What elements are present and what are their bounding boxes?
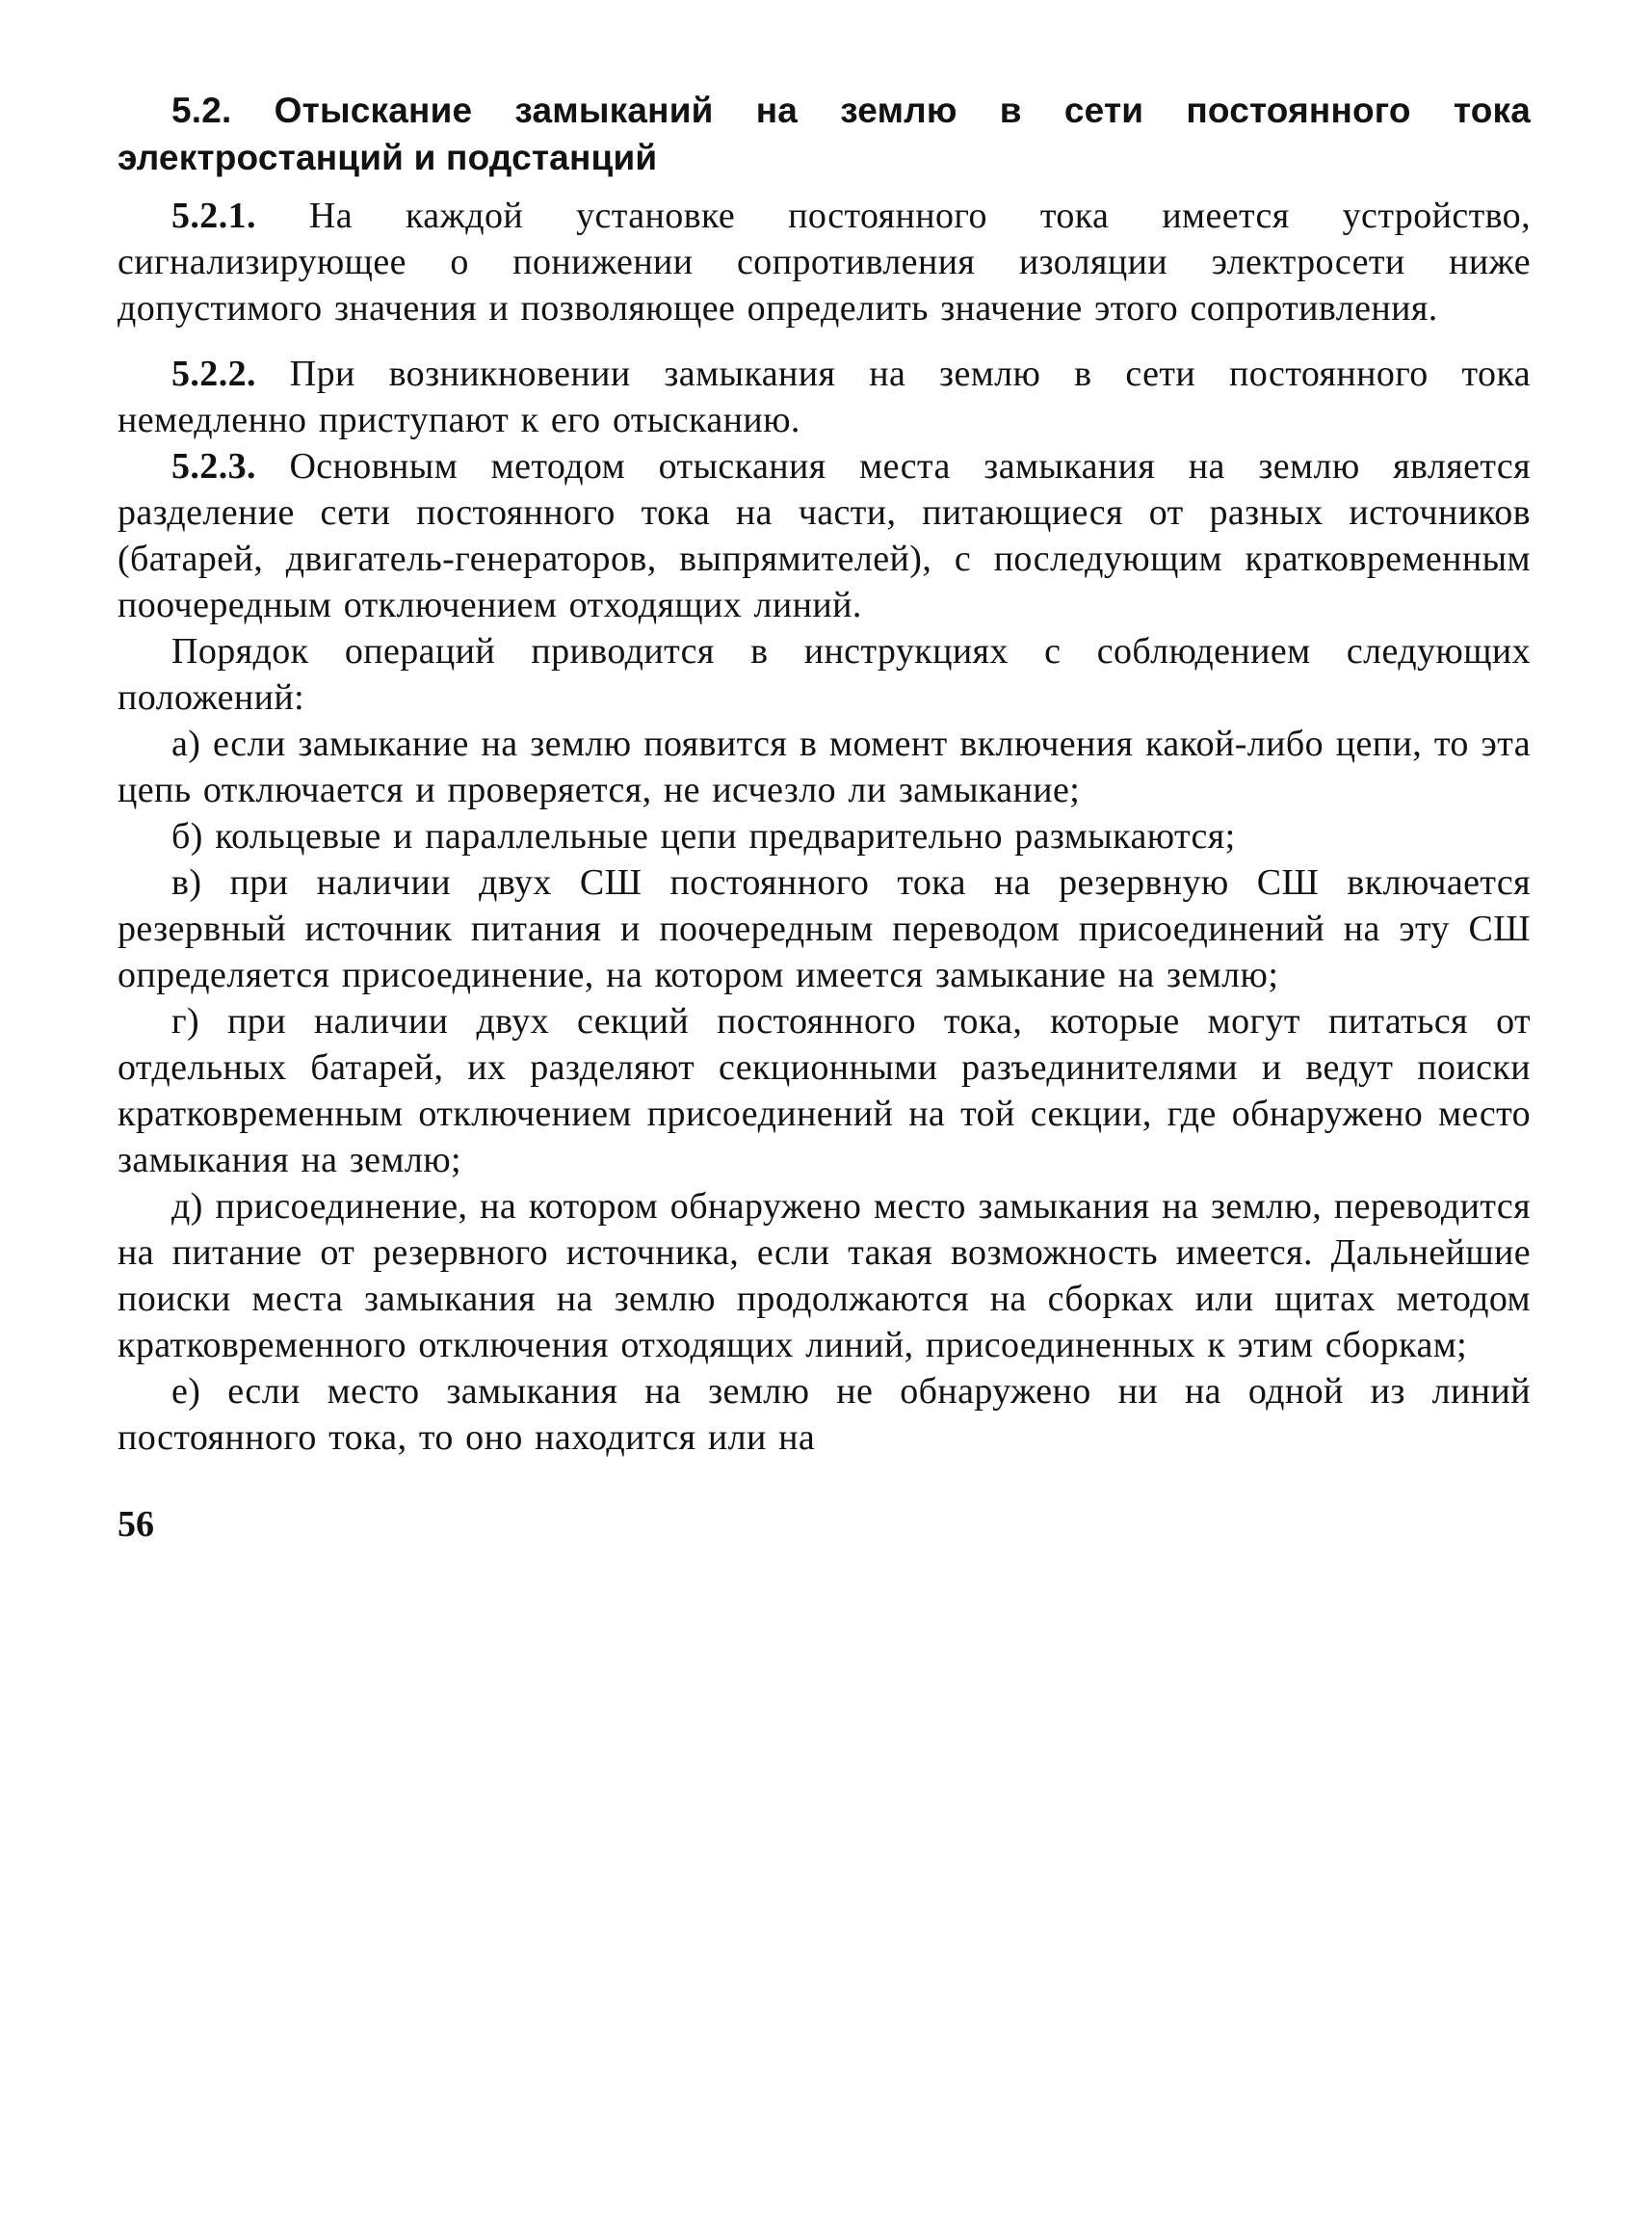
list-item-e [118,1368,1531,1461]
paragraph-text: д) присоединение, на котором обнаружено место замыкания на землю, переводится на питание от резервного источника, если такая возможность имеется. Дальнейшие поиски места замыкания на землю продолжаются на сборках или щитах методом кратковременного отключения отходящих линий, присоединенных к этим сборкам; [118,1186,1531,1365]
paragraph-number: 5.2.3. [171,446,256,487]
paragraph-text: Основным методом отыскания места замыкания на землю является разделение сети постоянного тока на части, питающиеся от разных источников (батарей, двигатель-генераторов, выпрямителей), с последующим кратковременным поочередным отключением отходящих линий. [118,446,1531,625]
paragraph [118,628,1531,721]
paragraph-text: Порядок операций приводится в инструкциях с соблюдением следующих положений: [118,631,1531,718]
paragraph-text: а) если замыкание на землю появится в момент включения какой-либо цепи, то эта цепь отключается и проверяется, не исчезло ли замыкание; [118,724,1531,810]
paragraph [118,193,1531,331]
list-item-g [118,998,1531,1183]
paragraph-number: 5.2.1. [171,196,256,236]
paragraph-number: 5.2.2. [171,354,256,394]
paragraph-text: б) кольцевые и параллельные цепи предварительно размыкаются; [171,816,1236,857]
paragraph-text: в) при наличии двух СШ постоянного тока на резервную СШ включается резервный источник питания и поочередным переводом присоединений на эту СШ определяется присоединение, на котором имеется замыкание на землю; [118,862,1531,995]
page-number: 56 [118,1504,154,1545]
list-item-b [118,813,1531,859]
list-item-d [118,1183,1531,1368]
list-item-v [118,859,1531,998]
paragraph-text: г) при наличии двух секций постоянного тока, которые могут питаться от отдельных батарей, их разделяют секционными разъединителями и ведут поиски кратковременным отключением присоединений на той секции, где обнаружено место замыкания на землю; [118,1001,1531,1180]
paragraph [118,351,1531,443]
section-heading: 5.2. Отыскание замыканий на землю в сети постоянного тока электростанций и подстанций [118,91,1531,177]
paragraph-text: На каждой установке постоянного тока имеется устройство, сигнализирующее о понижении сопротивления изоляции электросети ниже допустимого значения и позволяющее определить значение этого сопротивления. [118,196,1531,329]
paragraph-text: е) если место замыкания на землю не обнаружено ни на одной из линий постоянного тока, то оно находится или на [118,1371,1531,1458]
list-item-a [118,721,1531,813]
paragraph-text: При возникновении замыкания на землю в сети постоянного тока немедленно приступают к его отысканию. [118,354,1531,440]
paragraph [118,443,1531,628]
